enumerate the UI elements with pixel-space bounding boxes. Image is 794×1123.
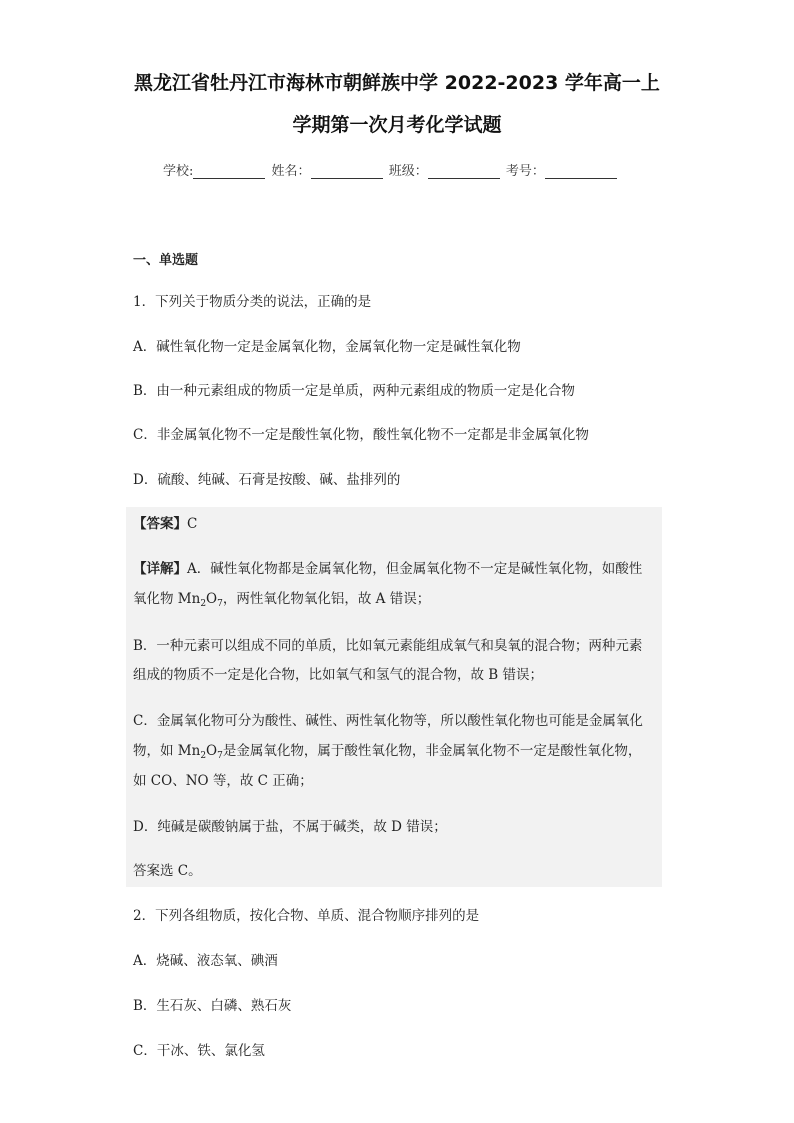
class-label: 班级： <box>388 164 428 179</box>
q1-detail-a-line-2 <box>133 589 430 614</box>
q1-detail-final: 答案选 C。 <box>133 863 202 879</box>
q1-option-a: A．碱性氧化物一定是金属氧化物，金属氧化物一定是碱性氧化物 <box>133 339 521 355</box>
q2-option-c: C．干冰、铁、氯化氢 <box>133 1043 265 1059</box>
detail-c2-sub1: 2 <box>200 751 207 761</box>
q2-option-b: B．生石灰、白磷、熟石灰 <box>133 998 292 1014</box>
q1-detail-b-line-2: 组成的物质不一定是化合物，比如氧气和氢气的混合物，故 B 错误； <box>133 667 544 683</box>
detail-c2-mid: O <box>206 743 218 759</box>
detail-a2-sub2: 7 <box>217 599 223 609</box>
q1-detail-c-line-2 <box>133 741 641 766</box>
detail-a2-pre: 氧化物 Mn <box>133 591 201 607</box>
school-label: 学校: <box>163 164 194 179</box>
school-blank[interactable] <box>193 164 265 179</box>
q1-detail-c-line-3: 如 CO、NO 等，故 C 正确； <box>133 773 313 789</box>
exam-title-line-1: 黑龙江省牡丹江市海林市朝鲜族中学 2022-2023 学年高一上 <box>134 72 660 94</box>
answer-value: C <box>187 516 198 532</box>
q2-stem: 2．下列各组物质，按化合物、单质、混合物顺序排列的是 <box>133 908 480 924</box>
q1-option-c: C．非金属氧化物不一定是酸性氧化物，酸性氧化物不一定都是非金属氧化物 <box>133 427 589 443</box>
exam-title-line-2: 学期第一次月考化学试题 <box>292 114 502 136</box>
student-info-row <box>163 160 633 179</box>
detail-a1: A．碱性氧化物都是金属氧化物，但金属氧化物不一定是碱性氧化物，如酸性 <box>187 561 643 577</box>
detail-c2-pre: 物，如 Mn <box>133 743 201 759</box>
detail-a2-post: ，两性氧化物氧化铝，故 A 错误； <box>222 591 431 607</box>
detail-a2-mid: O <box>206 591 218 607</box>
detail-a2-sub1: 2 <box>200 599 207 609</box>
detail-tag: 【详解】 <box>133 561 187 577</box>
q1-detail-d: D．纯碱是碳酸钠属于盐，不属于碱类，故 D 错误； <box>133 819 447 835</box>
exam-no-label: 考号： <box>505 164 545 179</box>
q1-option-d: D．硫酸、纯碱、石膏是按酸、碱、盐排列的 <box>133 472 401 488</box>
q1-detail-b-line-1: B．一种元素可以组成不同的单质，比如氧元素能组成氧气和臭氧的混合物；两种元素 <box>133 638 643 654</box>
section-title: 一、单选题 <box>133 253 199 268</box>
detail-c2-post: 是金属氧化物，属于酸性氧化物，非金属氧化物不一定是酸性氧化物， <box>222 743 642 759</box>
q1-detail-a-line-1 <box>133 559 642 579</box>
q1-answer <box>133 514 197 534</box>
q1-option-b: B．由一种元素组成的物质一定是单质，两种元素组成的物质一定是化合物 <box>133 383 575 399</box>
q2-option-a: A．烧碱、液态氧、碘酒 <box>133 953 278 969</box>
exam-no-blank[interactable] <box>545 164 617 179</box>
q1-detail-c-line-1: C．金属氧化物可分为酸性、碱性、两性氧化物等，所以酸性氧化物也可能是金属氧化 <box>133 713 643 729</box>
class-blank[interactable] <box>428 164 500 179</box>
q1-stem: 1．下列关于物质分类的说法，正确的是 <box>133 294 372 310</box>
name-blank[interactable] <box>311 164 383 179</box>
answer-tag: 【答案】 <box>133 516 187 532</box>
detail-c2-sub2: 7 <box>217 751 223 761</box>
name-label: 姓名： <box>271 164 311 179</box>
